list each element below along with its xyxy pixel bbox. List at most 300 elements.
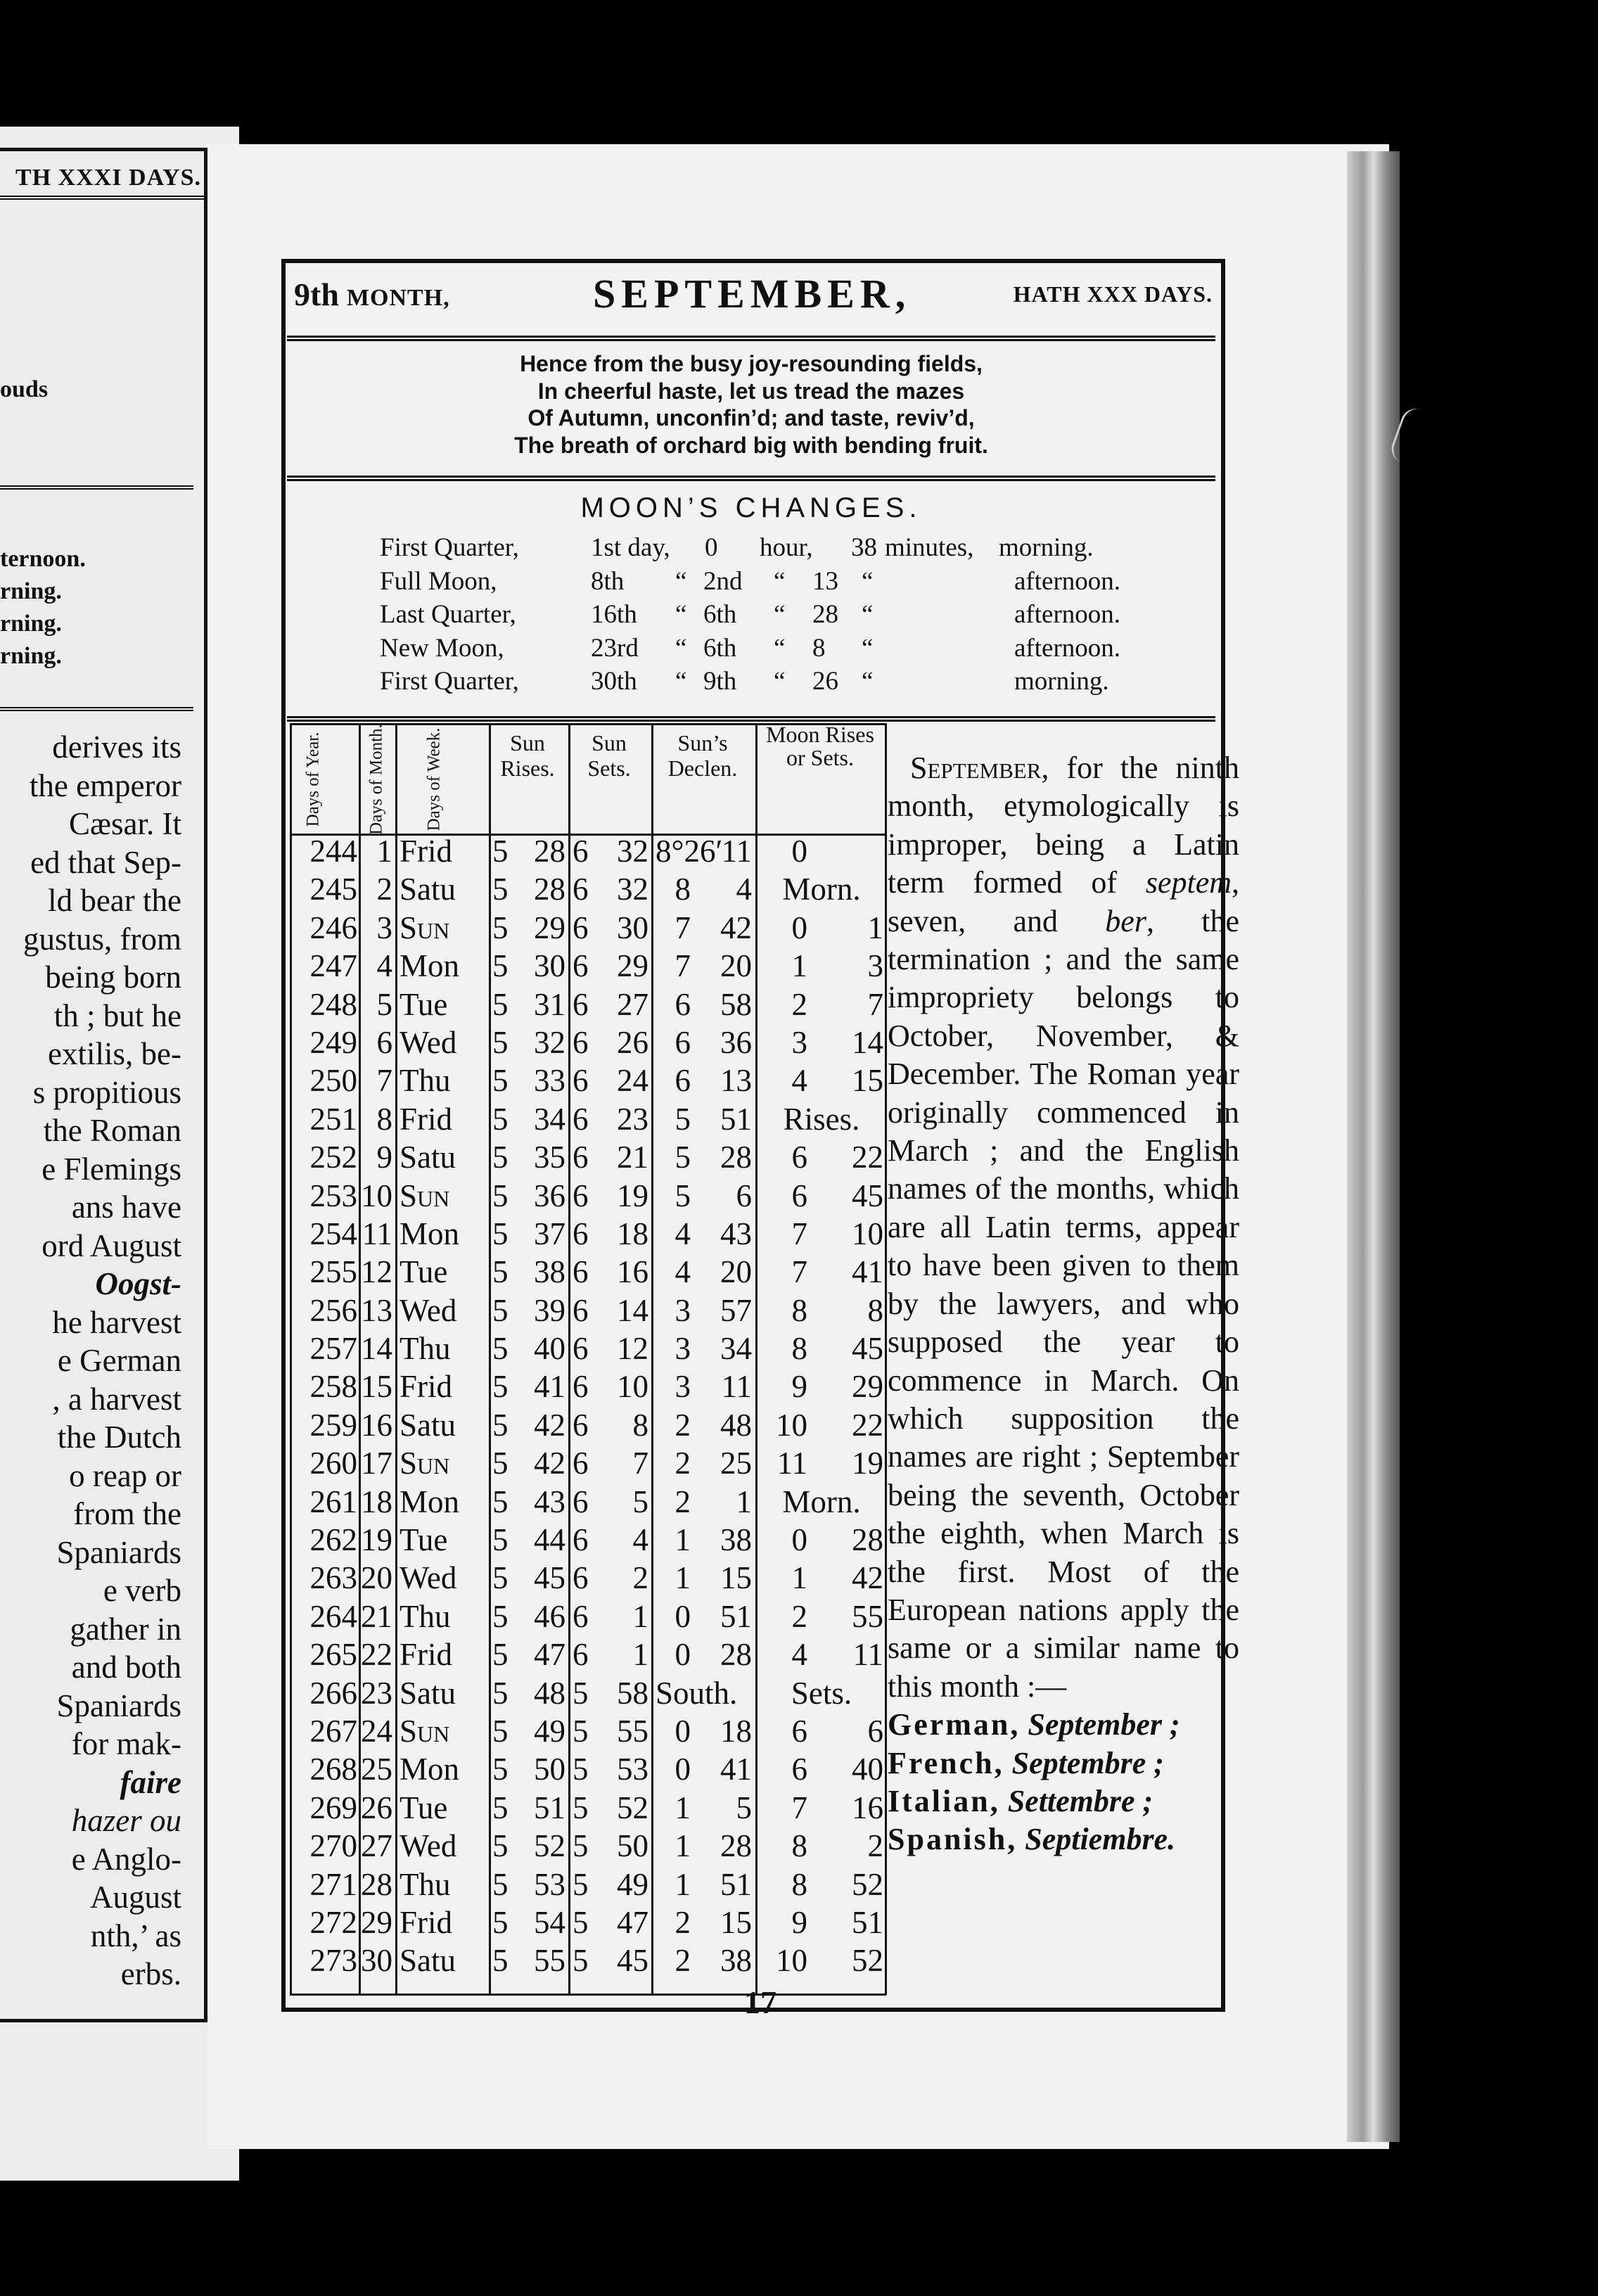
- table-cell: Satu: [400, 1675, 456, 1711]
- left-text-line: for mak-: [71, 1726, 181, 1761]
- table-cell: 6: [376, 1024, 392, 1060]
- left-text-line: ld bear the: [48, 883, 181, 918]
- moon-day: 16th: [591, 600, 637, 629]
- table-cell: 41: [852, 1254, 883, 1290]
- table-cell: 5: [492, 1790, 509, 1825]
- table-cell: 9: [791, 1369, 807, 1405]
- table-cell: 15: [720, 1904, 752, 1940]
- table-cell: South.: [656, 1675, 738, 1711]
- table-cell: 6: [573, 1331, 589, 1367]
- table-cell: 27: [617, 986, 648, 1022]
- table-cell: 5: [492, 834, 509, 869]
- table-cell: 6: [675, 1063, 691, 1099]
- table-cell: 15: [852, 1063, 883, 1099]
- table-cell: 48: [534, 1675, 565, 1711]
- table-cell: 3: [791, 1024, 807, 1060]
- table-cell: 260: [309, 1446, 357, 1481]
- table-cell: 1: [675, 1828, 691, 1864]
- left-text-line: the emperor: [29, 767, 181, 803]
- table-cell: 15: [361, 1369, 392, 1405]
- table-cell: 5: [492, 948, 509, 984]
- essay-language: Italian,: [888, 1783, 1000, 1818]
- left-page-text: [0, 728, 181, 1994]
- table-cell: 6: [573, 910, 589, 945]
- table-row: [290, 1367, 886, 1405]
- table-cell: Sun: [400, 1446, 450, 1481]
- table-cell: 28: [720, 1637, 752, 1673]
- table-row: [290, 1444, 886, 1482]
- table-cell: Tue: [400, 1254, 448, 1290]
- table-cell: 10: [361, 1178, 392, 1213]
- table-cell: Tue: [400, 986, 448, 1022]
- table-cell: 8: [791, 1292, 807, 1328]
- table-cell: 4: [791, 1063, 807, 1099]
- table-cell: 5: [492, 1216, 509, 1251]
- table-cell: 247: [309, 948, 357, 984]
- table-cell: 6: [573, 1254, 589, 1290]
- table-cell: Sun: [400, 1713, 450, 1749]
- table-cell: Frid: [400, 1637, 453, 1673]
- table-cell: 31: [534, 986, 565, 1022]
- table-cell: 244: [309, 834, 357, 869]
- left-text-line: and both: [71, 1650, 181, 1685]
- table-cell: 6: [573, 1560, 589, 1596]
- moon-m: “: [862, 600, 874, 629]
- table-cell: 29: [852, 1369, 883, 1405]
- table-cell: 45: [534, 1560, 565, 1596]
- left-page-divider: [0, 707, 193, 711]
- table-cell: 12: [361, 1254, 392, 1290]
- left-text-line: the Dutch: [57, 1420, 181, 1455]
- left-change-line: ternoon.: [0, 546, 86, 572]
- verse-line: In cheerful haste, let us tread the mazes: [537, 378, 965, 404]
- essay-paragraph: [888, 749, 1239, 1706]
- moon-phase: Full Moon,: [380, 566, 497, 596]
- table-row: [290, 1712, 886, 1750]
- table-cell: 6: [573, 1063, 589, 1099]
- moon-time: afternoon.: [1014, 566, 1121, 596]
- table-cell: 5: [492, 1331, 509, 1367]
- table-cell: 13: [361, 1292, 392, 1328]
- table-cell: 5: [675, 1101, 691, 1137]
- table-cell: 6: [573, 1101, 589, 1137]
- left-text-line: being born: [45, 959, 181, 995]
- table-cell: 10: [617, 1369, 648, 1405]
- table-cell: 252: [309, 1140, 357, 1175]
- left-text-line: Spaniards: [56, 1688, 181, 1723]
- month-header: [287, 262, 1215, 336]
- table-cell: 6: [791, 1140, 807, 1175]
- table-cell: 2: [791, 1598, 807, 1634]
- table-cell: 38: [720, 1522, 752, 1558]
- moon-time: morning.: [999, 533, 1094, 562]
- essay-language-line: [888, 1706, 1239, 1744]
- table-cell: 58: [720, 986, 752, 1022]
- table-cell: 258: [309, 1369, 357, 1405]
- left-text-line: gustus, from: [23, 921, 181, 957]
- table-cell: 32: [534, 1024, 565, 1060]
- table-cell: 25: [720, 1446, 752, 1481]
- table-cell: 53: [617, 1752, 648, 1787]
- table-cell: 21: [361, 1598, 392, 1634]
- table-cell: 20: [720, 948, 752, 984]
- moon-h: “: [774, 600, 786, 629]
- table-cell: 11: [776, 1446, 807, 1481]
- table-cell: 29: [534, 910, 565, 945]
- table-cell: 2: [675, 1446, 691, 1481]
- left-text-line: faire: [120, 1764, 181, 1800]
- table-column-rule: [755, 723, 758, 1995]
- table-cell: 6: [573, 1140, 589, 1175]
- table-cell: 34: [534, 1101, 565, 1137]
- table-cell: 49: [534, 1713, 565, 1749]
- left-page-divider: [0, 485, 193, 490]
- table-row: [290, 1941, 886, 1979]
- table-cell: 2: [675, 1943, 691, 1979]
- table-cell: 5: [492, 1178, 509, 1213]
- table-cell: 29: [361, 1904, 392, 1940]
- essay: [888, 749, 1239, 1859]
- header-days-of-week: Days of Week.: [424, 727, 444, 831]
- left-text-line: extilis, be-: [48, 1036, 181, 1071]
- table-cell: 249: [309, 1024, 357, 1060]
- table-cell: 52: [617, 1790, 648, 1825]
- table-cell: 5: [492, 1752, 509, 1787]
- table-cell: 49: [617, 1866, 648, 1902]
- table-cell: 8: [867, 1292, 883, 1328]
- table-cell: 268: [309, 1752, 357, 1787]
- table-cell: Mon: [400, 1216, 460, 1251]
- moon-day: 1st day,: [591, 533, 670, 562]
- table-cell: 5: [492, 1101, 509, 1137]
- left-text-line: Oogst-: [95, 1266, 181, 1301]
- table-cell: 7: [791, 1790, 807, 1825]
- essay-language-line: [888, 1820, 1239, 1858]
- left-text-line: ed that Sep-: [30, 844, 181, 880]
- table-cell: 9: [791, 1904, 807, 1940]
- table-cell: Sun: [400, 1178, 450, 1213]
- table-cell: 5: [573, 1943, 589, 1979]
- moon-hour: 6th: [703, 600, 737, 629]
- table-cell: Wed: [400, 1560, 457, 1596]
- table-cell: 8: [376, 1101, 392, 1137]
- table-cell: 6: [573, 1369, 589, 1405]
- table-cell: Mon: [400, 1484, 460, 1519]
- table-cell: Morn.: [782, 1484, 861, 1519]
- table-row: [290, 1559, 886, 1597]
- moon-day: 23rd: [591, 633, 639, 663]
- table-cell: 2: [376, 872, 392, 907]
- table-cell: 5: [492, 872, 509, 907]
- table-cell: 27: [361, 1828, 392, 1864]
- table-cell: 57: [720, 1292, 752, 1328]
- moon-min: 13: [812, 566, 838, 596]
- table-cell: 1: [675, 1790, 691, 1825]
- table-bottom-rule: [290, 1994, 886, 1996]
- table-cell: 6: [573, 1484, 589, 1519]
- table-cell: 5: [736, 1790, 752, 1825]
- table-cell: 6: [736, 1178, 752, 1213]
- table-cell: 0: [675, 1637, 691, 1673]
- table-cell: 7: [867, 986, 883, 1022]
- left-text-line: th ; but he: [53, 997, 181, 1033]
- table-cell: 52: [852, 1866, 883, 1902]
- table-cell: 11: [852, 1637, 883, 1673]
- table-cell: Frid: [400, 1369, 453, 1405]
- table-cell: 19: [361, 1522, 392, 1558]
- moon-day: 30th: [591, 667, 637, 696]
- left-text-line: e Anglo-: [71, 1841, 181, 1877]
- table-cell: 16: [617, 1254, 648, 1290]
- table-cell: 4: [791, 1637, 807, 1673]
- left-text-line: e Flemings: [41, 1151, 181, 1187]
- essay-language: German,: [888, 1707, 1021, 1742]
- table-cell: Frid: [400, 834, 453, 869]
- left-text-line: gather in: [70, 1611, 181, 1647]
- table-cell: 1: [675, 1866, 691, 1902]
- table-cell: 5: [573, 1790, 589, 1825]
- table-row: [290, 1406, 886, 1444]
- table-cell: 14: [617, 1292, 648, 1328]
- table-cell: 6: [791, 1752, 807, 1787]
- header-sun-sets: Sun Sets.: [587, 730, 631, 781]
- table-row: [290, 1253, 886, 1291]
- table-column-rule: [395, 723, 397, 1995]
- table-cell: 3: [376, 910, 392, 945]
- table-row: [290, 1597, 886, 1635]
- table-cell: 47: [617, 1904, 648, 1940]
- table-cell: 51: [534, 1790, 565, 1825]
- table-row: [290, 832, 886, 870]
- table-row: [290, 1674, 886, 1712]
- table-cell: 30: [361, 1943, 392, 1979]
- month-word: MONTH,: [346, 285, 450, 311]
- moon-min: 26: [812, 667, 838, 696]
- table-cell: 253: [309, 1178, 357, 1213]
- table-cell: 1: [675, 1560, 691, 1596]
- table-row: [290, 1100, 886, 1138]
- table-header-rule: [290, 834, 886, 836]
- table-row: [290, 1521, 886, 1559]
- table-column-rule: [568, 723, 570, 1995]
- table-cell: 41: [720, 1752, 752, 1787]
- table-cell: Satu: [400, 1943, 456, 1979]
- essay-language-line: [888, 1745, 1239, 1782]
- table-cell: 257: [309, 1331, 357, 1367]
- table-cell: 7: [791, 1216, 807, 1251]
- table-cell: 1: [736, 1484, 752, 1519]
- table-row: [290, 1635, 886, 1673]
- table-cell: 8: [791, 1828, 807, 1864]
- table-cell: 22: [852, 1407, 883, 1443]
- moon-q: “: [675, 667, 687, 696]
- table-cell: 33: [534, 1063, 565, 1099]
- table-row: [290, 1292, 886, 1329]
- moon-h: “: [774, 566, 786, 596]
- table-cell: 250: [309, 1063, 357, 1099]
- header-divider: [287, 336, 1215, 341]
- table-cell: 251: [309, 1101, 357, 1137]
- table-cell: 0: [675, 1598, 691, 1634]
- table-cell: 6: [573, 1024, 589, 1060]
- table-cell: 1: [867, 910, 883, 945]
- table-cell: 266: [309, 1675, 357, 1711]
- table-cell: 259: [309, 1407, 357, 1443]
- table-cell: 47: [534, 1637, 565, 1673]
- table-cell: 50: [617, 1828, 648, 1864]
- table-cell: 5: [492, 1904, 509, 1940]
- table-cell: 51: [720, 1866, 752, 1902]
- table-cell: 272: [309, 1904, 357, 1940]
- table-row: [290, 947, 886, 985]
- table-cell: 10: [852, 1216, 883, 1251]
- table-cell: 5: [492, 1369, 509, 1405]
- table-cell: Wed: [400, 1828, 457, 1864]
- table-cell: 5: [573, 1866, 589, 1902]
- table-cell: 5: [573, 1828, 589, 1864]
- table-cell: 42: [720, 910, 752, 945]
- table-cell: 261: [309, 1484, 357, 1519]
- table-cell: 6: [573, 872, 589, 907]
- table-row: [290, 1061, 886, 1099]
- table-cell: 26: [361, 1790, 392, 1825]
- table-cell: 7: [675, 910, 691, 945]
- table-cell: 5: [492, 1446, 509, 1481]
- table-row: [290, 909, 886, 947]
- table-cell: 55: [534, 1943, 565, 1979]
- table-cell: 42: [534, 1446, 565, 1481]
- table-cell: 37: [534, 1216, 565, 1251]
- table-cell: 26: [617, 1024, 648, 1060]
- table-cell: 248: [309, 986, 357, 1022]
- table-cell: Wed: [400, 1024, 457, 1060]
- table-cell: 5: [492, 1637, 509, 1673]
- table-cell: 0: [791, 1522, 807, 1558]
- left-text-line: Cæsar. It: [68, 806, 181, 841]
- table-cell: Sun: [400, 910, 450, 945]
- table-cell: 2: [791, 986, 807, 1022]
- table-cell: 264: [309, 1598, 357, 1634]
- table-row: [290, 986, 886, 1023]
- table-cell: 1: [376, 834, 392, 869]
- table-cell: 8°26′: [656, 834, 723, 869]
- table-cell: 7: [376, 1063, 392, 1099]
- table-cell: 265: [309, 1637, 357, 1673]
- table-cell: 5: [492, 1828, 509, 1864]
- verse-line: The breath of orchard big with bending fruit.: [514, 432, 988, 458]
- moon-h: “: [774, 633, 786, 663]
- table-cell: 5: [573, 1904, 589, 1940]
- table-cell: 17: [361, 1446, 392, 1481]
- table-cell: 0: [791, 910, 807, 945]
- table-cell: 19: [852, 1446, 883, 1481]
- essay-latin-word: ber: [1105, 903, 1146, 938]
- table-cell: 14: [852, 1024, 883, 1060]
- table-cell: 8: [791, 1866, 807, 1902]
- header-sun-rises: Sun Rises.: [500, 730, 555, 781]
- table-cell: 18: [720, 1713, 752, 1749]
- table-cell: 5: [492, 986, 509, 1022]
- table-cell: 18: [617, 1216, 648, 1251]
- moon-min: 8: [812, 633, 826, 663]
- table-cell: 28: [852, 1522, 883, 1558]
- table-cell: 51: [720, 1101, 752, 1137]
- month-ordinal: 9th: [294, 276, 339, 312]
- moon-time: afternoon.: [1014, 600, 1121, 629]
- table-cell: 28: [720, 1140, 752, 1175]
- table-cell: 6: [573, 1598, 589, 1634]
- essay-month-word: Septembre ;: [1011, 1745, 1164, 1780]
- almanac-table: [290, 723, 886, 1996]
- table-cell: 16: [361, 1407, 392, 1443]
- moon-m: “: [862, 667, 874, 696]
- table-cell: 8: [791, 1331, 807, 1367]
- table-cell: 1: [632, 1637, 648, 1673]
- table-row: [290, 1329, 886, 1367]
- essay-language: French,: [888, 1745, 1004, 1780]
- table-row: [290, 1177, 886, 1215]
- table-cell: Morn.: [782, 872, 861, 907]
- table-cell: 6: [791, 1178, 807, 1213]
- table-cell: 50: [534, 1752, 565, 1787]
- table-cell: 22: [361, 1637, 392, 1673]
- table-cell: 2: [675, 1484, 691, 1519]
- table-row: [290, 1789, 886, 1827]
- left-text-line: , a harvest: [52, 1381, 181, 1417]
- left-text-line: e German: [57, 1343, 181, 1378]
- left-text-line: erbs.: [120, 1956, 181, 1991]
- table-cell: 42: [534, 1407, 565, 1443]
- table-cell: 5: [675, 1140, 691, 1175]
- table-cell: 25: [361, 1752, 392, 1787]
- table-cell: 2: [675, 1407, 691, 1443]
- table-cell: 5: [492, 1024, 509, 1060]
- table-cell: 40: [534, 1331, 565, 1367]
- table-cell: 11: [721, 1369, 752, 1405]
- table-cell: 0: [791, 834, 807, 869]
- essay-latin-word: septem: [1145, 865, 1232, 900]
- table-cell: Rises.: [783, 1101, 860, 1137]
- table-cell: 269: [309, 1790, 357, 1825]
- table-cell: 51: [720, 1598, 752, 1634]
- table-cell: 5: [492, 1484, 509, 1519]
- table-cell: 245: [309, 872, 357, 907]
- moon-day: 8th: [591, 566, 625, 596]
- table-cell: 6: [573, 1522, 589, 1558]
- moon-time: morning.: [1014, 667, 1109, 696]
- table-cell: Frid: [400, 1904, 453, 1940]
- essay-text: , seven, and: [888, 865, 1239, 938]
- table-top-rule: [290, 723, 886, 725]
- table-cell: 8: [675, 872, 691, 907]
- header-declension: Sun’s Declen.: [667, 730, 738, 781]
- table-cell: 1: [791, 948, 807, 984]
- moon-hour: 6th: [703, 633, 737, 663]
- table-cell: 24: [361, 1713, 392, 1749]
- table-cell: 24: [617, 1063, 648, 1099]
- moon-phase: First Quarter,: [380, 667, 519, 696]
- left-text-line: the Roman: [43, 1113, 181, 1148]
- table-cell: 28: [720, 1828, 752, 1864]
- left-text-line: derives its: [52, 729, 181, 765]
- table-cell: 5: [632, 1484, 648, 1519]
- table-cell: Sets.: [791, 1675, 852, 1711]
- table-cell: 5: [573, 1713, 589, 1749]
- table-cell: 55: [617, 1713, 648, 1749]
- table-cell: 3: [675, 1292, 691, 1328]
- table-cell: 0: [675, 1713, 691, 1749]
- table-cell: 4: [376, 948, 392, 984]
